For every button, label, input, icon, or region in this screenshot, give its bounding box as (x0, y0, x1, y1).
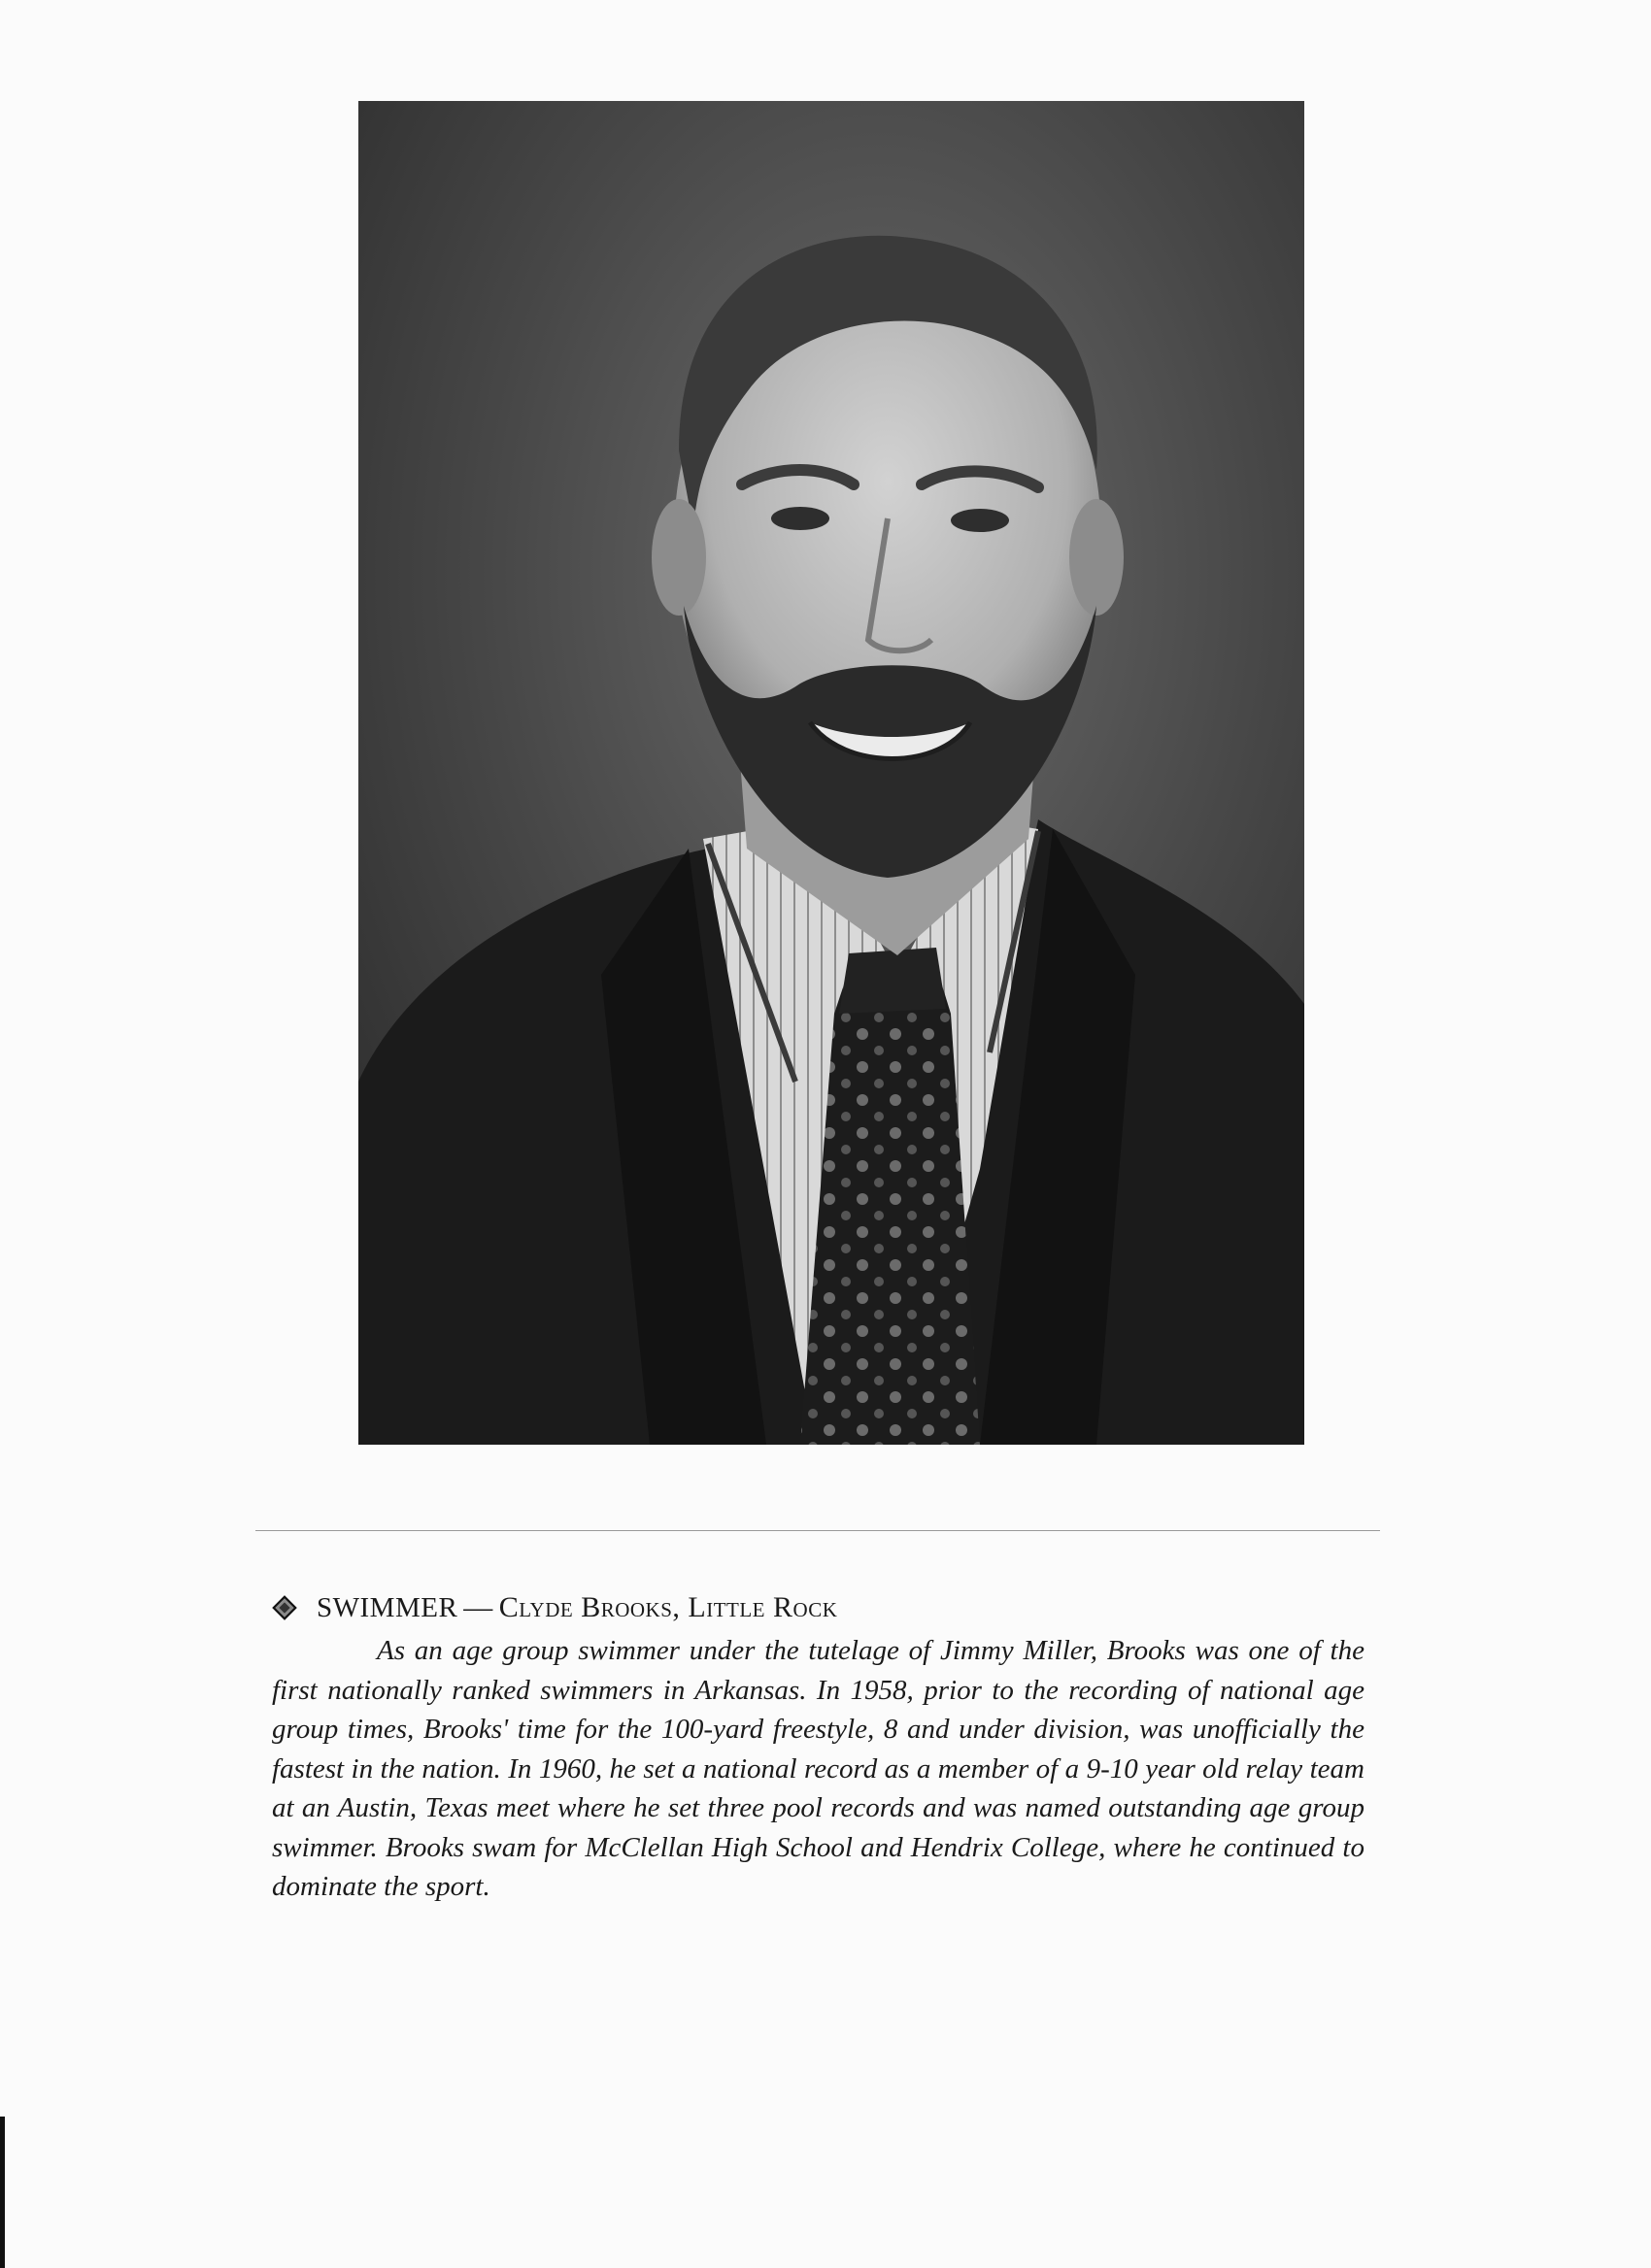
caption-block (272, 1588, 1365, 1935)
caption-heading (272, 1588, 1365, 1627)
category-title: SWIMMER (317, 1592, 458, 1623)
name-location: Clyde Brooks, Little Rock (498, 1591, 838, 1623)
portrait-illustration (358, 101, 1304, 1445)
title-separator: — (463, 1591, 493, 1623)
portrait-photo (358, 101, 1304, 1445)
section-divider (255, 1530, 1380, 1531)
diamond-bullet-icon (272, 1595, 296, 1619)
scan-edge-mark (0, 2117, 5, 2268)
biography-text: As an age group swimmer under the tutelage of Jimmy Miller, Brooks was one of the first nationally ranked swimmers in Arkansas. In 1958, prior to the recording of national age group times, Brooks' time for the 100-yard freestyle, 8 and under division, was unofficially the fastest in the nation. In 1960, he set a national record as a member of a 9-10 year old relay team at an Austin, Texas meet where he set three pool records and was named outstanding age group swimmer. Brooks swam for McClellan High School and Hendrix College, where he continued to dominate the sport. (272, 1635, 1365, 1902)
